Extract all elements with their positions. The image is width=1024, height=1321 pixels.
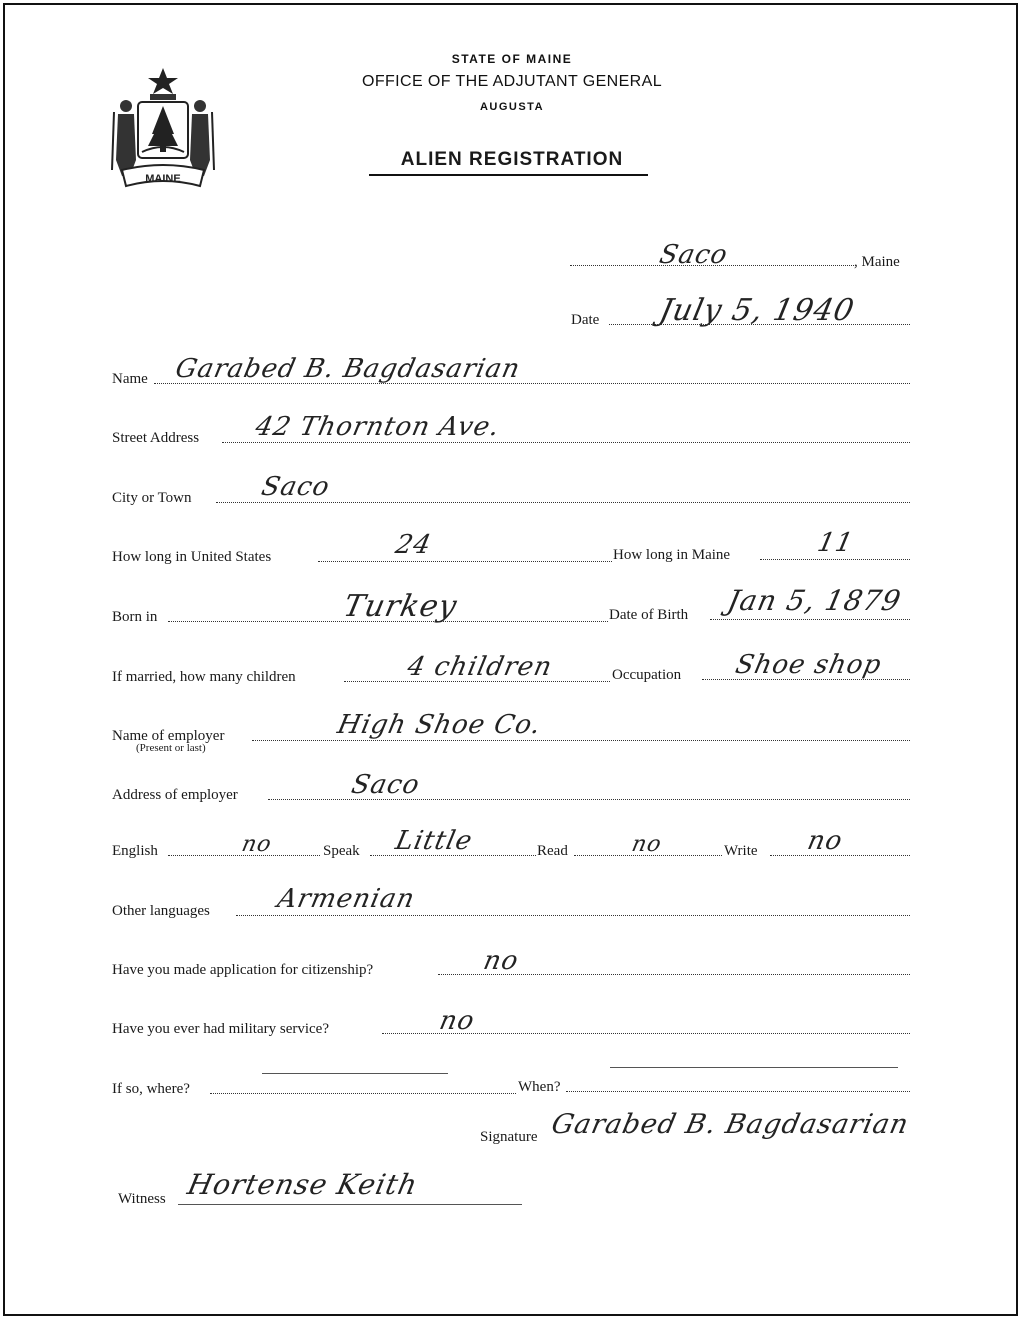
when-line: [566, 1091, 910, 1092]
if-so-where-label: If so, where?: [112, 1081, 190, 1097]
employer-label: Name of employer: [112, 728, 225, 744]
born-in-label: Born in: [112, 609, 158, 625]
form-title: ALIEN REGISTRATION: [400, 149, 624, 170]
children-value: 4 children: [404, 652, 556, 682]
born-in-value: Turkey: [340, 589, 461, 624]
occupation-value: Shoe shop: [732, 650, 885, 680]
where-line: [210, 1093, 516, 1094]
married-children-label: If married, how many children: [112, 669, 296, 685]
date-of-birth-value: Jan 5, 1879: [724, 584, 905, 617]
town-value: Saco: [656, 240, 731, 270]
how-long-us-label: How long in United States: [112, 549, 272, 565]
city-town-label: City or Town: [112, 490, 192, 506]
military-label: Have you ever had military service?: [112, 1021, 329, 1037]
military-value: no: [436, 1006, 478, 1036]
occupation-label: Occupation: [612, 667, 682, 683]
speak-label: Speak: [323, 843, 360, 859]
witness-line: [178, 1204, 522, 1205]
city-heading: AUGUSTA: [479, 101, 545, 113]
witness-label: Witness: [118, 1191, 166, 1207]
employer-address-value: Saco: [348, 770, 423, 800]
read-value: no: [629, 832, 665, 857]
how-long-maine-line: [760, 559, 910, 560]
write-value: no: [804, 826, 846, 856]
other-languages-line: [236, 915, 910, 916]
when-dash-mark: [610, 1067, 898, 1068]
employer-value: High Shoe Co.: [334, 710, 545, 740]
street-address-line: [222, 442, 910, 443]
name-label: Name: [112, 371, 148, 387]
citizenship-value: no: [480, 946, 522, 976]
employer-address-label: Address of employer: [112, 787, 238, 803]
street-address-label: Street Address: [112, 430, 200, 446]
signature-label: Signature: [480, 1129, 538, 1145]
other-languages-value: Armenian: [274, 884, 418, 914]
when-label: When?: [518, 1079, 561, 1095]
maine-label: , Maine: [854, 254, 900, 270]
name-value: Garabed B. Bagdasarian: [172, 354, 524, 384]
how-long-us-value: 24: [392, 530, 435, 560]
seal-banner-text: MAINE: [145, 173, 181, 185]
citizenship-label: Have you made application for citizenship?: [112, 962, 374, 978]
other-languages-label: Other languages: [112, 903, 210, 919]
date-value: July 5, 1940: [656, 293, 858, 328]
street-address-value: 42 Thornton Ave.: [252, 412, 503, 442]
state-heading: STATE OF MAINE: [451, 52, 573, 66]
speak-value: Little: [392, 826, 476, 856]
date-of-birth-label: Date of Birth: [609, 607, 689, 623]
how-long-maine-label: How long in Maine: [613, 547, 731, 563]
employer-line: [252, 740, 910, 741]
office-heading: OFFICE OF THE ADJUTANT GENERAL: [361, 73, 663, 90]
title-underline: [369, 174, 648, 176]
signature-value: Garabed B. Bagdasarian: [548, 1109, 912, 1140]
witness-value: Hortense Keith: [184, 1168, 421, 1201]
city-town-line: [216, 502, 910, 503]
present-or-last-label: (Present or last): [136, 742, 206, 754]
write-label: Write: [724, 843, 758, 859]
where-dash-mark: [262, 1073, 448, 1074]
how-long-maine-value: 11: [814, 528, 857, 558]
write-line: [770, 855, 910, 856]
date-label: Date: [571, 312, 600, 328]
english-value: no: [239, 832, 275, 857]
date-of-birth-line: [710, 619, 910, 620]
city-town-value: Saco: [258, 472, 333, 502]
read-label: Read: [537, 843, 568, 859]
how-long-us-line: [318, 561, 612, 562]
english-label: English: [112, 843, 158, 859]
